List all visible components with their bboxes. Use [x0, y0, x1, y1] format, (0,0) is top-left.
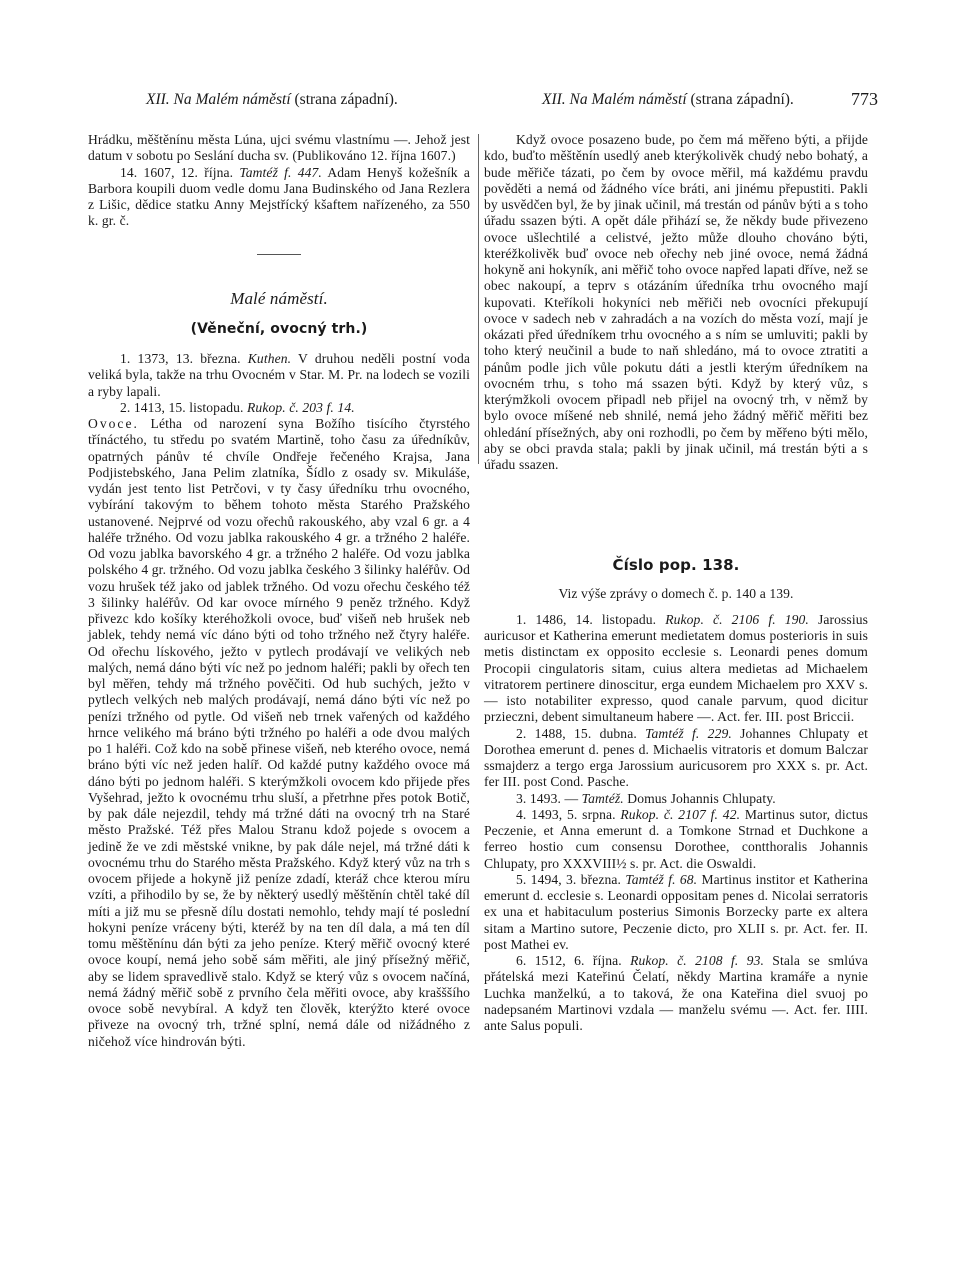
- spacer: [484, 602, 868, 612]
- page-number: 773: [851, 89, 878, 109]
- left-column: [88, 132, 470, 1050]
- record-entry: 4. 1493, 5. srpna. Rukop. č. 2107 f. 42. Martinus sutor, dictus Peczenie, et Anna emerunt d. a Tomkone Strnad et Duchkone a ferreo hostio cum consensu Dorothee, contthoralis Johannis Chlupaty, pro XXXVIII½ s. pr. Act. die Oswaldi.: [484, 806, 868, 871]
- running-header: [88, 91, 878, 113]
- section-title: Malé náměstí.: [230, 288, 328, 308]
- record-entry: 5. 1494, 3. března. Tamtéž f. 68. Martinus institor et Katherina emerunt d. ecclesie s. Leonardi oppositam penes d. Nicolai serratoris ex una et habitaculum posterius Simonis Borzecky parte ex altera sitam a Martino sutore, Peczenie dicto, pro XLII s. pr. Act. fer. II. post Mathei ev.: [484, 871, 868, 952]
- section-separator: [257, 254, 301, 255]
- record-entry: 3. 1493. — Tamtéž. Domus Johannis Chlupaty.: [516, 790, 776, 806]
- header-left: XII. Na Malém náměstí (strana západní).: [146, 91, 398, 108]
- house-number-heading: Číslo pop. 138.: [612, 556, 740, 575]
- entry-2-text: Ovoce. Létha od narození syna Božího tisícího čtyrstého třínáctého, tu středu po svatém Martině, toho času za úředníkův, opatrných pánův té chvíle Ondřeje řečeného Krajsa, Jana Podjistebského, Jana Pelim zlatníka, Šídlo z osady sv. Mikuláše, vydán jest tento list Petrčovi, v ty časy úředníku trhu ovocného, vybírání takovým to během tohoto města Starého Pražského ustanovené. Nejprvé od vozu ořechů rakouského, aby vzal 6 gr. a 4 haléře tržného. Od vozu jablka rakouského 4 gr. a tržného 2 haléře. Od vozu jablka bavorského 4 gr. a tržného 2 haléře. Od vozu jablka polského 4 gr. tržného. Od vozu jablka českého 3 šilinky haléřův. Od vozu hrušek též jako od jablek tržného. Od vozu ořechu českého též 3 šilinky haléřův. Od kar ovoce mírného 9 peněz tržného. Když přivezc kdo košíky kteréhožkoli ovoce, buď višeň neb hrušek neb jablek, tehdy nemá víc dáno býti od toho tržného než čtyry haléře. Od ořechu lískového, ježto v pytlech prodávají ve velikých neb malých, nemá dáno býti víc než po jednom haléři; pakli by ořech ten byl měřen, tehdy má tržného pověčiti. Od hub suchých, ježto v pytlech velkých neb malých prodávají, nemá dáno býti víc než po penízi tržného od pytle. Od višeň neb trnek vařených od každého hrnce velikého má bráno býti tržného po haléři a ode dvou malých po 1 haléři. Což kdo na sobě přinese višeň, neb kterého ovoce, nemá bráno býti víc než jeden halíř. Od každé putny každého ovoce má dáno býti po jednom haléři. S kterýmžkoli ovocem kdo přijede přes Vyšehrad, ježto k ovocnému trhu sluší, a přetrhne přes potok Botič, by pak dále nejezdil, tehdy má tržné dáti na ovocný trh na Staré město Pražské. Též přes Malou Stranu kdož pojede s ovocem a jedině že ve zdi městské vnikne, by pak dále nejel, má tržné dáti k ovocnému trhu do Starého města Pražského. Když který vůz na trh s ovocem přijede a hokyně již peníze zdadí, kteráž chce kterou míru vzíti, a přihodilo by se, že by některý usedlý měštěnín chtěl také díl míti a již mu se přesně dílu dostati nemohlo, tehdy mají té poslední hokyni peníze vráceny býti, kteréž by na ten díl dala, a má ten díl tomu měštěnínu dán býti za jeho peníze. Který měřič ovocný které ovoce koupí, nemá jeho sobě sám měřiti, ale jiný přísežný měřič, aby se lidem spravedlivě stalo. Když se který vůz s ovocem načíná, nemá žádný měřič sobě z prvního čela měřiti ovoce, aby krašššího ovoce sobě nevybíral. A když ten člověk, kterýžto které ovoce přiveze na ovocný trh, tržné splní, nemá dále od nižádného z ničehož více hindrován býti.: [88, 416, 470, 1049]
- entry-1: 1. 1373, 13. března. Kuthen. V druhou neděli postní voda veliká byla, takže na trhu Ovocném v Star. M. Pr. na lodech se vozili a ryby lapali.: [88, 351, 470, 399]
- entry-14: 14. 1607, 12. října. Tamtéž f. 447. Adam Henyš kožešník a Barbora koupili duom vedle domu Jana Budinského od Jana Rezlera z Lišic, dědice statku Anny Mejstřícký kšaftem nařízeného, za 550 k. gr. č.: [88, 164, 470, 229]
- column-divider: [478, 134, 479, 464]
- entry-2-heading: 2. 1413, 15. listopadu. Rukop. č. 203 f. 14.: [120, 399, 355, 415]
- record-entry: 6. 1512, 6. října. Rukop. č. 2108 f. 93. Stala se smlúva přátelská mezi Kateřinú Čelatí, někdy Martina kramáře a nynie Luchka manželkú, a to taková, že ona Kateřina diel svuoj po nadepsaném Martinovi vzdala — manželu svému —. Act. fer. IIII. ante Salus populi.: [484, 953, 869, 1033]
- right-column: [484, 132, 868, 1034]
- header-right: XII. Na Malém náměstí (strana západní).: [542, 91, 794, 108]
- section-subtitle: (Věneční, ovocný trh.): [190, 320, 368, 337]
- cross-reference-note: Viz výše zprávy o domech č. p. 140 a 139.: [558, 585, 794, 601]
- intro-paragraph: Hrádku, měštěnínu města Lúna, ujci svému vlastnímu —. Jehož jest datum v sobotu po Seslání ducha sv. (Publikováno 12. října 1607.): [88, 132, 470, 164]
- continued-paragraph: Když ovoce posazeno bude, po čem má měřeno býti, a přijde kdo, buďto měštěnín usedlý aneb kterýkolivěk chudý nebo bohatý, a bude měřiče tázati, po čem by ovoce měřil, má každému pravdu pověděti a nemá od žádného více bráti, ani jinému přepustiti. Pakli by usvědčen byl, že by jinak učinil, má trestán od pánův býti a s toho úřadu ssazen býti. A opět dále přihází se, že někdy bude přivezeno ovoce ušlechtilé a celistvé, ježto může dlouho chováno býti, kteréžkolivěk buď ovoce neb ořechy neb jiné ovoce, nemá žádná hokyně ani hokyník, ani měřič toho ovoce napřed lapati dříve, než se obec nakoupí, a teprv s otázáním úředníka trhu ovocného mají kupovati. Kteříkoli hokyníci neb měřiči neb ovocníci překupují ovoce v sadech neb v zahradách a na vozích do města vozí, mají je okázati před úředníkem trhu ovocného a s ním se umluviti; pakli by toho který neučinil a bude to naň shledáno, má to ovoce ztratiti a pánům podle jich vůle pokutu dáti a jestli kterým úředníkem na ovocném trhu, s toho má ssazen býti. Když by který vůz, s kterýmžkoli ovocem připadl neb přijel na ovocný trh, v němž by bylo ovoce míšené neb shnilé, nemá jeho žádný měřič měřiti bez ohledání přísežných, aby oni rozhodli, po čem by měřeno býti mělo, aby se obci pravda stala; pakli by jinak učinil, má trestán býti a s úřadu ssazen.: [484, 132, 868, 472]
- record-entry: 2. 1488, 15. dubna. Tamtéž f. 229. Johannes Chlupaty et Dorothea emerunt d. penes d. Michaelis vitratoris et domum Balczar ssmajderz a tergo erga Jarossium auricusorem pro XXX s. pr. Act. fer III. post Cond. Pasche.: [484, 725, 868, 790]
- record-entry: 1. 1486, 14. listopadu. Rukop. č. 2106 f. 190. Jarossius auricusor et Katherina emerunt medietatem domus posterioris in suis metis distinctam ex opposito ecclesie s. Leonardi penes domum Procopii cingulatoris sitam, cuius altera medietas ad Michaelem vitratorem pertinere dinoscitur, erga eundem Michaelem pro XXV s. — isto notabiliter expresso, quod canale parvum, quod dicitur przieczni, debent simultaneum habere —. Act. fer. III. post Briccii.: [484, 611, 868, 725]
